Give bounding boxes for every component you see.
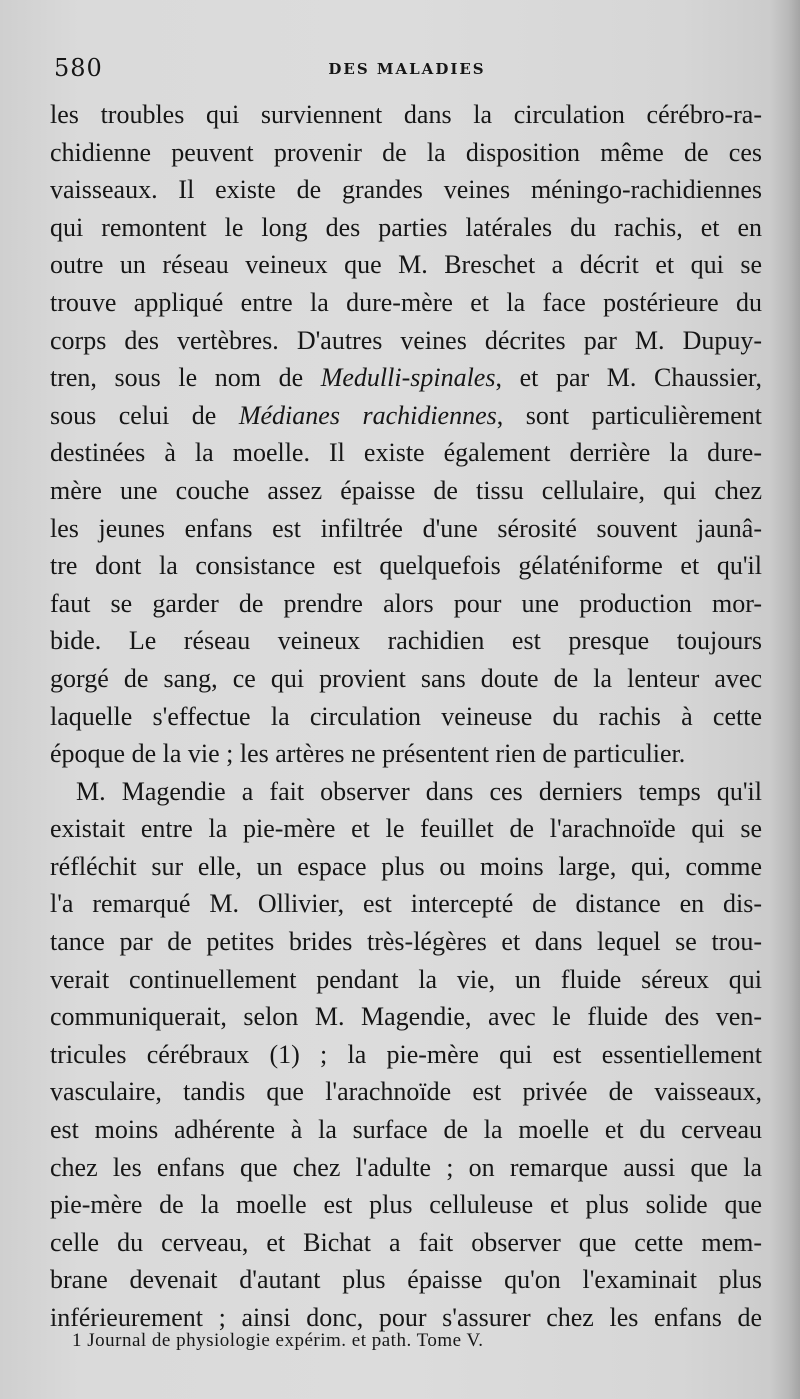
text-line: tre dont la consistance est quelquefois gélaténiforme et qu'il: [50, 551, 762, 581]
text-line: est moins adhérente à la surface de la moelle et du cerveau: [50, 1115, 762, 1145]
text-line: existait entre la pie-mère et le feuillet de l'arachnoïde qui se: [50, 814, 762, 844]
running-head: DES MALADIES: [328, 60, 486, 78]
text-line: tricules cérébraux (1) ; la pie-mère qui est essentiellement: [50, 1039, 762, 1069]
paragraph-2: [50, 773, 762, 1337]
page-edge-shadow: [770, 0, 800, 1399]
text-line: les jeunes enfans est infiltrée d'une sérosité souvent jaunâ-: [50, 513, 762, 543]
text-line: vaisseaux. Il existe de grandes veines méningo-rachidiennes: [50, 175, 762, 205]
text-line: l'a remarqué M. Ollivier, est intercepté de distance en dis-: [50, 889, 762, 919]
body-text: [50, 96, 762, 1337]
text-line: inférieurement ; ainsi donc, pour s'assurer chez les enfans de: [50, 1303, 762, 1332]
text-line: celle du cerveau, et Bichat a fait observer que cette mem-: [50, 1227, 762, 1257]
text-line: laquelle s'effectue la circulation veineuse du rachis à cette: [50, 701, 762, 731]
text-line: époque de la vie ; les artères ne présentent rien de particulier.: [50, 739, 686, 769]
text-line: trouve appliqué entre la dure-mère et la face postérieure du: [50, 287, 762, 317]
page-header: [54, 54, 760, 94]
text-line: chez les enfans que chez l'adulte ; on remarque aussi que la: [50, 1152, 762, 1182]
text-line: pie-mère de la moelle est plus celluleuse et plus solide que: [50, 1190, 762, 1220]
text-line: brane devenait d'autant plus épaisse qu'on l'examinait plus: [50, 1265, 762, 1295]
text-line: corps des vertèbres. D'autres veines décrites par M. Dupuy-: [50, 325, 762, 355]
text-line: gorgé de sang, ce qui provient sans doute de la lenteur avec: [50, 663, 762, 693]
text-line: M. Magendie a fait observer dans ces derniers temps qu'il: [76, 776, 762, 806]
paragraph-1: [50, 96, 762, 773]
text-line: communiquerait, selon M. Magendie, avec le fluide des ven-: [50, 1002, 762, 1032]
text-line: qui remontent le long des parties latérales du rachis, et en: [50, 212, 762, 242]
text-line: tance par de petites brides très-légères et dans lequel se trou-: [50, 927, 762, 957]
text-line: tren, sous le nom de Medulli-spinales, et par M. Chaussier,: [50, 363, 762, 393]
page-number: 580: [54, 54, 103, 82]
text-line: les troubles qui surviennent dans la circulation cérébro-ra-: [50, 100, 762, 129]
text-line: chidienne peuvent provenir de la disposition même de ces: [50, 137, 762, 167]
text-line: faut se garder de prendre alors pour une production mor-: [50, 588, 762, 618]
text-line: réfléchit sur elle, un espace plus ou moins large, qui, comme: [50, 851, 762, 881]
text-line: vasculaire, tandis que l'arachnoïde est privée de vaisseaux,: [50, 1077, 762, 1107]
text-line: outre un réseau veineux que M. Breschet a décrit et qui se: [50, 250, 762, 280]
footnote: 1 Journal de physiologie expérim. et path. Tome V.: [72, 1330, 484, 1351]
text-line: mère une couche assez épaisse de tissu cellulaire, qui chez: [50, 475, 762, 505]
text-line: verait continuellement pendant la vie, un fluide séreux qui: [50, 964, 762, 994]
text-line: destinées à la moelle. Il existe également derrière la dure-: [50, 438, 762, 468]
text-line: bide. Le réseau veineux rachidien est presque toujours: [50, 626, 762, 656]
text-line: sous celui de Médianes rachidiennes, sont particulièrement: [50, 400, 762, 430]
